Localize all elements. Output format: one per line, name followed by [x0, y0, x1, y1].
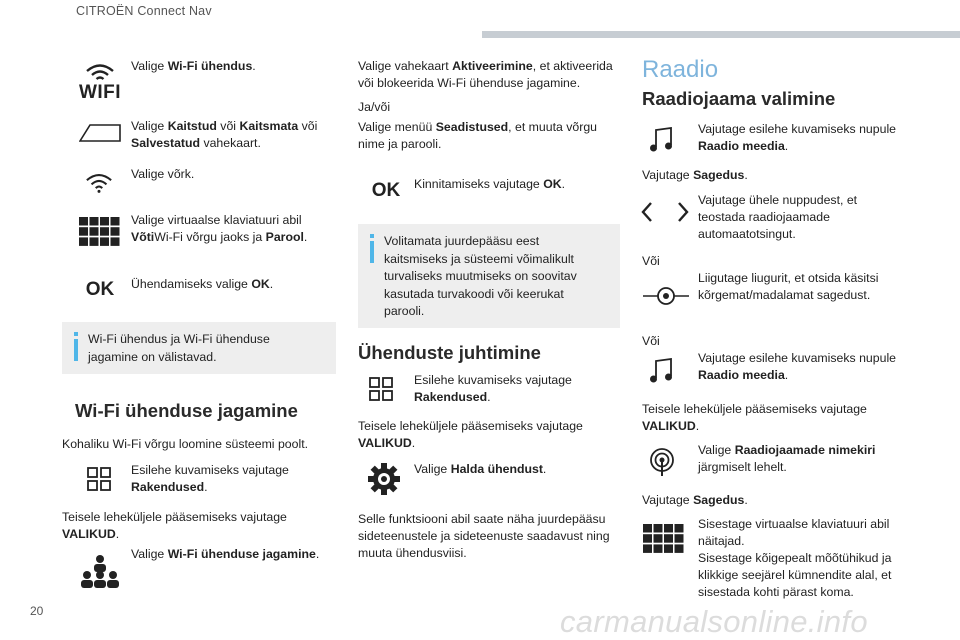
music-note-icon — [646, 126, 676, 154]
paragraph-function: Selle funktsiooni abil saate näha juurdepääsu sideteenustele ja sideteenuste saadavust ning muuta ühendusviisi. — [358, 512, 610, 560]
watermark: carmanualsonline.info — [560, 604, 868, 639]
keyboard-icon — [78, 217, 122, 247]
wifi-icon — [78, 60, 122, 106]
paragraph-settings: Valige menüü Seadistused, et muuta võrgu nime ja parooli. — [358, 120, 598, 151]
step-select-tab: Valige Kaitstud või Kaitsmata või Salvestatud vahekaart. — [131, 119, 318, 150]
section-heading-wifi-sharing: Wi-Fi ühenduse jagamine — [75, 400, 298, 421]
section-heading-connections: Ühenduste juhtimine — [358, 342, 541, 363]
note-text: Wi-Fi ühendus ja Wi-Fi ühenduse jagamine on välistavad. — [88, 332, 270, 364]
paragraph-frequency: Vajutage Sagedus. — [642, 493, 748, 507]
step-wifi-connection: Valige Wi-Fi ühendus. — [131, 59, 256, 73]
ok-icon: OK — [371, 180, 401, 201]
paragraph-and-or: Ja/või — [358, 100, 391, 114]
step-radio-media: Vajutage esilehe kuvamiseks nupule Raadio meedia. — [698, 351, 897, 382]
paragraph-or: Või — [642, 254, 660, 268]
step-wifi-sharing: Valige Wi-Fi ühenduse jagamine. — [131, 547, 320, 561]
step-apps: Esilehe kuvamiseks vajutage Rakendused. — [414, 373, 572, 404]
music-note-icon — [646, 357, 676, 385]
apps-icon — [366, 376, 396, 402]
gear-icon — [364, 461, 404, 497]
step-manual-slider: Liigutage liugurit, et otsida käsitsi kõrgemat/madalamat sagedust. — [698, 271, 879, 302]
step-connect-ok: Ühendamiseks valige OK. — [131, 277, 274, 291]
slider-icon — [642, 284, 690, 308]
keyboard-icon — [642, 524, 686, 554]
page-number: 20 — [30, 604, 44, 618]
paragraph-or: Või — [642, 334, 660, 348]
header-bar — [482, 31, 960, 38]
info-note — [62, 322, 336, 374]
step-manage-connection: Valige Halda ühendust. — [414, 462, 547, 476]
step-apps: Esilehe kuvamiseks vajutage Rakendused. — [131, 463, 289, 494]
step-auto-search: Vajutage ühele nuppudest, et teostada raadiojaamade automaatotsingut. — [698, 193, 858, 241]
section-title-radio: Raadio — [642, 56, 719, 83]
paragraph-options: Teisele leheküljele pääsemiseks vajutage VALIKUD. — [642, 402, 867, 433]
header-title: CITROËN Connect Nav — [76, 4, 212, 18]
step-station-list: Valige Raadiojaamade nimekiri järgmiselt lehelt. — [698, 443, 876, 474]
info-icon — [74, 332, 78, 336]
paragraph-options: Teisele leheküljele pääsemiseks vajutage VALIKUD. — [358, 419, 583, 450]
paragraph-activation: Valige vahekaart Aktiveerimine, et aktiveerida või blokeerida Wi-Fi ühenduse jagamine. — [358, 59, 613, 90]
ok-icon: OK — [85, 279, 115, 300]
info-note — [358, 224, 620, 328]
paragraph-frequency: Vajutage Sagedus. — [642, 168, 748, 182]
apps-icon — [84, 466, 114, 492]
paragraph: Kohaliku Wi-Fi võrgu loomine süsteemi poolt. — [62, 437, 309, 451]
note-text: Volitamata juurdepääsu eest kaitsmiseks ja süsteemi võimalikult turvaliseks muutmiseks on soovitav kasutada turvakoodi või keerukat parooli. — [384, 234, 577, 318]
wifi-label: WIFI — [78, 82, 122, 103]
step-confirm-ok: Kinnitamiseks vajutage OK. — [414, 177, 566, 191]
step-enter-frequency: Sisestage virtuaalse klaviatuuri abil näitajad. Sisestage kõigepealt mõõtühikud ja klikkige seejärel kümnendite alal, et sisestada kohti pärast koma. — [698, 517, 892, 599]
chevron-left-right-icon — [640, 200, 690, 224]
users-icon — [78, 553, 122, 591]
step-select-network: Valige võrk. — [131, 167, 195, 181]
step-enter-key: Valige virtuaalse klaviatuuri abil VõtiWi-Fi võrgu jaoks ja Parool. — [131, 213, 308, 244]
wifi-small-icon — [82, 170, 116, 196]
radio-station-icon — [646, 446, 678, 478]
step-radio-media: Vajutage esilehe kuvamiseks nupule Raadio meedia. — [698, 122, 897, 153]
section-heading-station: Raadiojaama valimine — [642, 88, 836, 109]
paragraph-options: Teisele leheküljele pääsemiseks vajutage VALIKUD. — [62, 510, 287, 541]
tab-icon — [78, 120, 122, 146]
info-icon — [370, 234, 374, 238]
